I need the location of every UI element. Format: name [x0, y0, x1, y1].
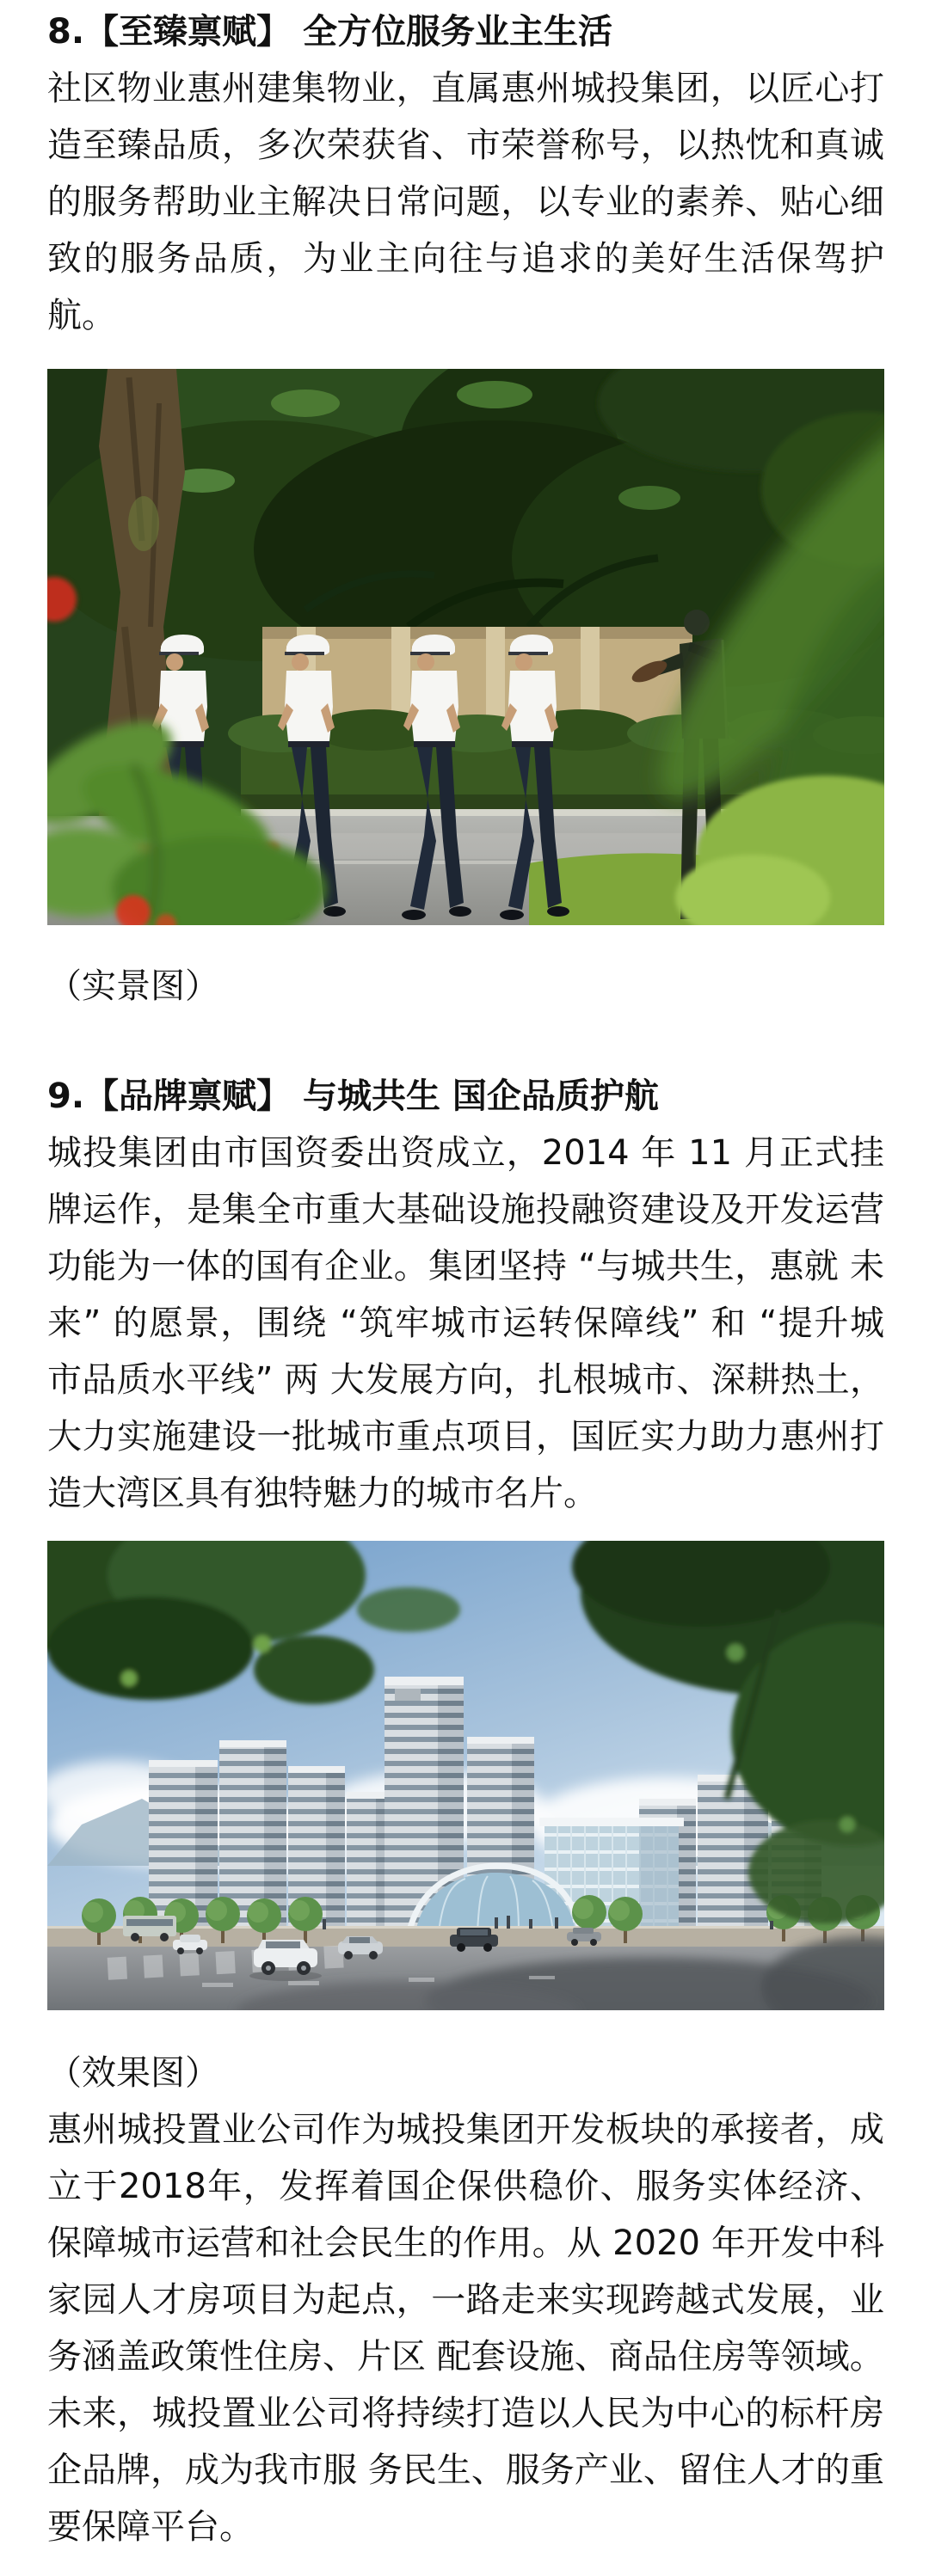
section-9-heading: 9.【品牌禀赋】 与城共生 国企品质护航 [47, 1076, 659, 1116]
road-foreground [47, 1936, 884, 2010]
real-scene-photo-svg [47, 369, 884, 925]
section-9-paragraph-3: 未来，城投置业公司将持续打造以人民为中心的标杆房企品牌，成为我市服 务民生、服务产业、留住人才的重要保障平台。 [47, 2394, 884, 2547]
section-9-photo[interactable] [47, 1541, 884, 2010]
section-8-paragraph: 社区物业惠州建集物业，直属惠州城投集团，以匠心打造至臻品质，多次荣获省、市荣誉称号，以热忱和真诚的服务帮助业主解决日常问题，以专业的素养、贴心细致的服务品质，为业主向往与追求的美好生活保驾护航。 [47, 69, 884, 335]
section-9-paragraph-2: 惠州城投置业公司作为城投集团开发板块的承接者，成立于2018年，发挥着国企保供稳价、服务实体经济、保障城市运营和社会民生的作用。从 2020 年开发中科家园人才房项目为起点，一路走来实现跨越式发展，业务涵盖政策性住房、片区 配套设施、商品住房等领域。 [47, 2110, 884, 2377]
photo-caption-render: （效果图） [47, 2053, 219, 2093]
section-9-paragraph-1: 城投集团由市国资委出资成立，2014 年 11 月正式挂牌运作，是集全市重大基础设施投融资建设及开发运营功能为一体的国有企业。集团坚持 “与城共生，惠就 未来” 的愿景，围绕 “筑牢城市运转保障线” 和 “提升城市品质水平线” 两 大发展方向，扎根城市、深耕热土，大力实施建设一批城市重点项目，国匠实力助力惠州打造大湾区具有独特魅力的城市名片。 [47, 1133, 884, 1513]
section-8-photo[interactable] [47, 369, 884, 925]
section-8-heading: 8.【至臻禀赋】 全方位服务业主生活 [47, 12, 612, 52]
city-render-photo-svg [47, 1541, 884, 2010]
photo-caption-real-scene: （实景图） [47, 966, 219, 1006]
